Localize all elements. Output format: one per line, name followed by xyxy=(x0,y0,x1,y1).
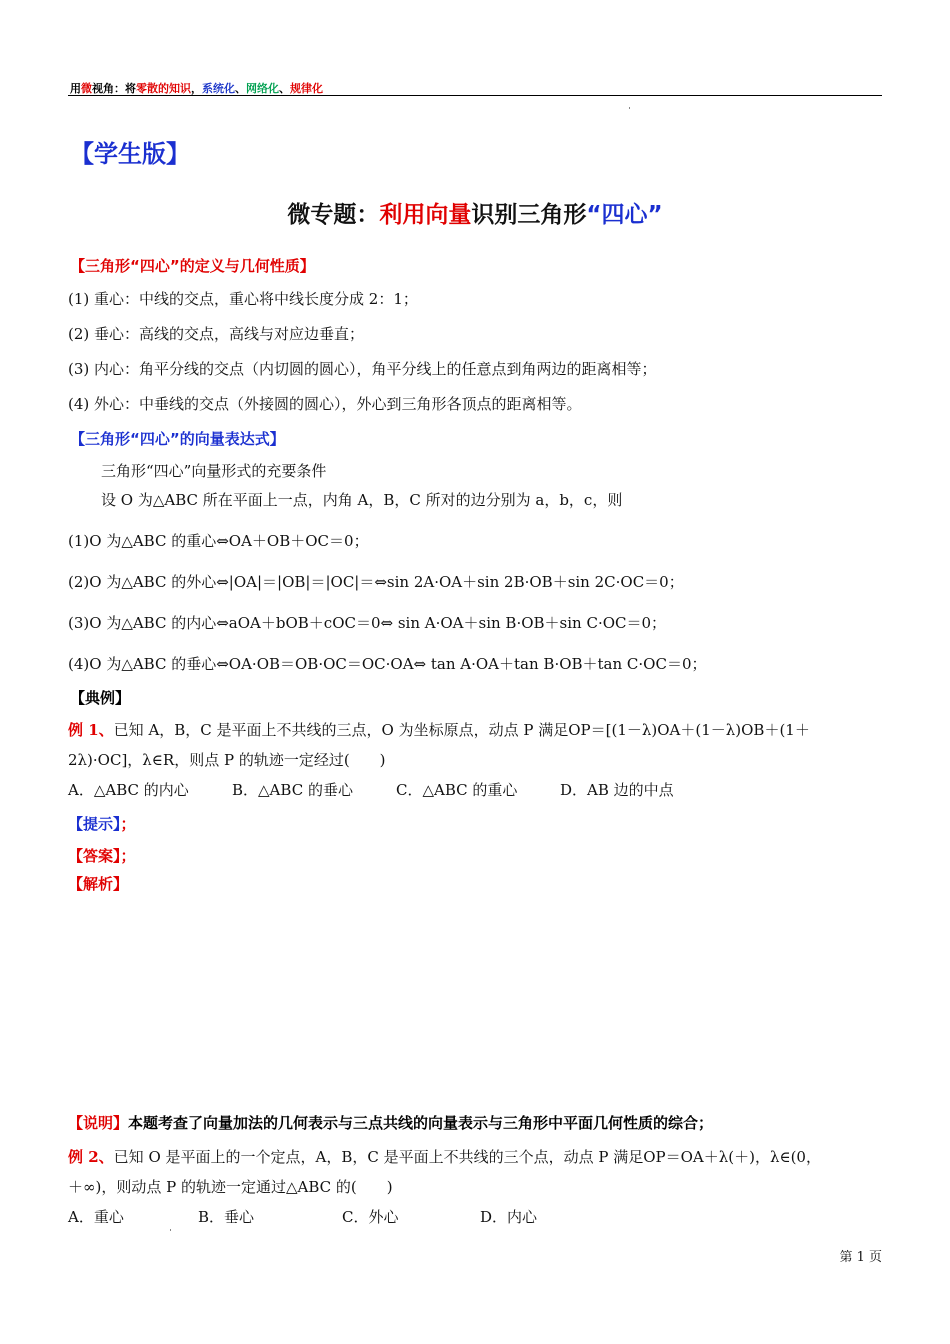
analysis-label: 【解析】 xyxy=(68,875,129,893)
page-title xyxy=(0,196,950,229)
section-heading-vectors: 【三角形“四心”的向量表达式】 xyxy=(70,430,285,448)
example-2-text: 已知 O 是平面上的一个定点，A，B，C 是平面上不共线的三个点，动点 P 满足OP＝OA＋λ(＋)，λ∈(0， xyxy=(113,1148,821,1166)
example-1-tag: 例 1、 xyxy=(68,721,114,739)
example-1-option: D．AB 边的中点 xyxy=(560,781,674,799)
note-label: 【说明】 xyxy=(68,1114,129,1132)
section-heading-examples: 【典例】 xyxy=(70,689,131,707)
speck xyxy=(170,1229,171,1231)
example-1-option: B．△ABC 的垂心 xyxy=(232,781,353,799)
speck xyxy=(629,107,630,109)
title-part: “四心” xyxy=(586,202,663,228)
example-1-line-2: 2λ)·OC]，λ∈R，则点 P 的轨迹一定经过( ) xyxy=(68,751,386,769)
note-text: 本题考查了向量加法的几何表示与三点共线的向量表示与三角形中平面几何性质的综合； xyxy=(128,1114,714,1132)
example-1-option: C．△ABC 的重心 xyxy=(396,781,518,799)
section-heading-definitions: 【三角形“四心”的定义与几何性质】 xyxy=(70,257,315,275)
intro-line: 设 O 为△ABC 所在平面上一点，内角 A，B，C 所对的边分别为 a，b，c，则 xyxy=(101,491,623,509)
vector-condition: (4)O 为△ABC 的垂心⇔OA·OB＝OB·OC＝OC·OA⇔ tan A·OA＋tan B·OB＋tan C·OC＝0； xyxy=(68,655,707,673)
page-number: 第 1 页 xyxy=(839,1250,882,1265)
example-2-line-2: ＋∞)，则动点 P 的轨迹一定通过△ABC 的( ) xyxy=(68,1178,393,1196)
hint-label xyxy=(68,813,136,834)
header-tagline xyxy=(70,80,323,96)
header-part: ， xyxy=(191,82,202,95)
header-part: 、 xyxy=(235,82,246,95)
title-part: 微专题： xyxy=(287,202,380,228)
intro-line: 三角形“四心”向量形式的充要条件 xyxy=(101,462,327,480)
title-part: 利用向量 xyxy=(379,202,472,228)
example-2-line xyxy=(68,1146,821,1167)
example-2-option: D．内心 xyxy=(480,1208,538,1226)
header-part: 零散的知识 xyxy=(136,82,191,95)
vector-condition: (3)O 为△ABC 的内心⇔aOA＋bOB＋cOC＝0⇔ sin A·OA＋sin B·OB＋sin C·OC＝0； xyxy=(68,614,667,632)
header-part: 微 xyxy=(81,82,92,95)
header-part: 网络化 xyxy=(246,82,279,95)
header-part: 视角：将 xyxy=(92,82,136,95)
vector-condition: (2)O 为△ABC 的外心⇔|OA|＝|OB|＝|OC|＝⇔sin 2A·OA＋sin 2B·OB＋sin 2C·OC＝0； xyxy=(68,573,684,591)
answer-tail: ； xyxy=(120,847,136,865)
title-part: 识别三角形 xyxy=(471,202,587,228)
hint-label-text: 【提示】 xyxy=(68,815,121,833)
definition-item: (3) 内心：角平分线的交点（内切圆的圆心），角平分线上的任意点到角两边的距离相等； xyxy=(68,360,657,378)
definition-item: (1) 重心：中线的交点，重心将中线长度分成 2：1； xyxy=(68,290,418,308)
header-part: 系统化 xyxy=(202,82,235,95)
answer-label-text: 【答案】 xyxy=(68,847,121,865)
header-part: 规律化 xyxy=(290,82,323,95)
example-1-text: 已知 A，B，C 是平面上不共线的三点，O 为坐标原点，动点 P 满足OP＝[(1－λ)OA＋(1－λ)OB＋(1＋ xyxy=(113,721,810,739)
example-1-option: A．△ABC 的内心 xyxy=(68,781,189,799)
definition-item: (4) 外心：中垂线的交点（外接圆的圆心），外心到三角形各顶点的距离相等。 xyxy=(68,395,582,413)
example-2-option: B．垂心 xyxy=(198,1208,255,1226)
example-1-line xyxy=(68,719,810,740)
vector-condition: (1)O 为△ABC 的重心⇔OA＋OB＋OC＝0； xyxy=(68,532,369,550)
hint-tail: ； xyxy=(120,815,136,833)
header-divider xyxy=(68,95,882,96)
note-line xyxy=(68,1112,713,1133)
answer-label xyxy=(68,845,136,866)
example-2-option: A．重心 xyxy=(68,1208,124,1226)
header-part: 用 xyxy=(70,82,81,95)
example-2-tag: 例 2、 xyxy=(68,1148,114,1166)
header-part: 、 xyxy=(279,82,290,95)
definition-item: (2) 垂心：高线的交点，高线与对应边垂直； xyxy=(68,325,365,343)
example-2-option: C．外心 xyxy=(342,1208,399,1226)
version-label: 【学生版】 xyxy=(70,140,190,168)
